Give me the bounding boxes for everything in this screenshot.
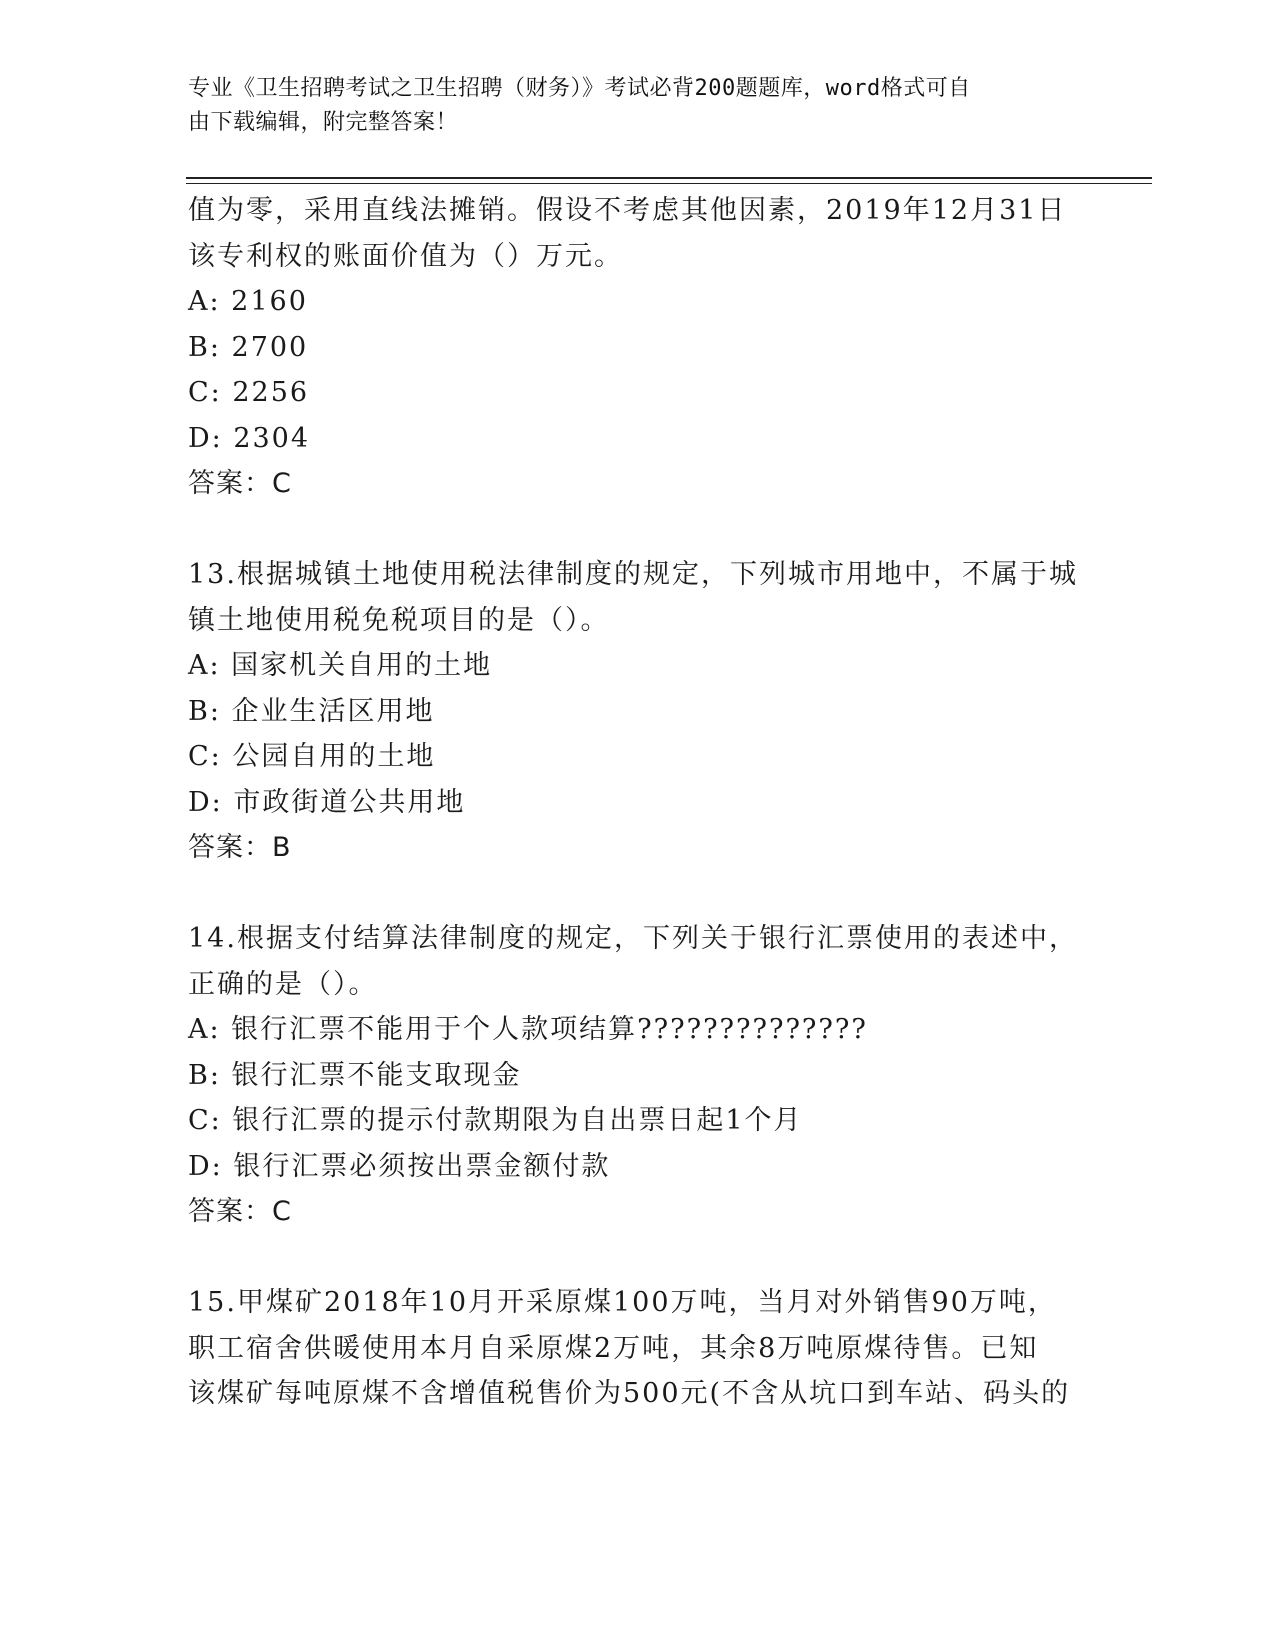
header-divider-thin: [186, 183, 1152, 184]
document-header: [188, 72, 1088, 140]
question-stem-line: 正确的是（）。: [188, 968, 378, 1000]
question-stem-line: 该煤矿每吨原煤不含增值税售价为500元(不含从坑口到车站、码头的: [188, 1378, 1071, 1409]
question-15: [188, 1280, 1108, 1417]
question-stem-line: 值为零，采用直线法摊销。假设不考虑其他因素，2019年12月31日: [188, 195, 1067, 226]
question-13: [188, 552, 1108, 871]
option-a: A: 2160: [188, 286, 308, 317]
option-b: B: 银行汇票不能支取现金: [188, 1059, 522, 1091]
question-stem-line: 该专利权的账面价值为（）万元。: [188, 240, 623, 272]
option-b: B: 2700: [188, 331, 309, 363]
header-line-2: 由下载编辑，附完整答案！: [188, 110, 459, 135]
answer-line: 答案：C: [188, 468, 292, 499]
question-gap: [188, 871, 1108, 917]
question-12: [188, 188, 1108, 507]
question-14: [188, 916, 1108, 1235]
option-a: A: 银行汇票不能用于个人款项结算??????????????: [188, 1014, 868, 1045]
option-a: A: 国家机关自用的土地: [188, 650, 493, 681]
header-divider-thick: [186, 177, 1152, 179]
option-d: D: 银行汇票必须按出票金额付款: [188, 1150, 611, 1182]
answer-line: 答案：C: [188, 1196, 292, 1227]
question-stem-line: 镇土地使用税免税项目的是（）。: [188, 604, 610, 636]
question-stem-line: 15.甲煤矿2018年10月开采原煤100万吨，当月对外销售90万吨，: [188, 1287, 1057, 1318]
question-gap: [188, 507, 1108, 553]
question-stem-line: 职工宿舍供暖使用本月自采原煤2万吨，其余8万吨原煤待售。已知: [188, 1332, 1039, 1364]
question-stem-line: 14.根据支付结算法律制度的规定，下列关于银行汇票使用的表述中，: [188, 923, 1078, 954]
option-c: C: 银行汇票的提示付款期限为自出票日起1个月: [188, 1105, 803, 1136]
document-body: [188, 188, 1108, 1417]
option-c: C: 2256: [188, 377, 310, 408]
question-gap: [188, 1235, 1108, 1281]
question-stem-line: 13.根据城镇土地使用税法律制度的规定，下列城市用地中，不属于城: [188, 559, 1078, 590]
option-c: C: 公园自用的土地: [188, 741, 436, 772]
option-d: D: 市政街道公共用地: [188, 786, 466, 818]
answer-line: 答案：B: [188, 832, 292, 863]
option-d: D: 2304: [188, 422, 311, 454]
option-b: B: 企业生活区用地: [188, 695, 435, 727]
header-line-1: 专业《卫生招聘考试之卫生招聘（财务）》考试必背200题题库，word格式可自: [188, 76, 971, 101]
